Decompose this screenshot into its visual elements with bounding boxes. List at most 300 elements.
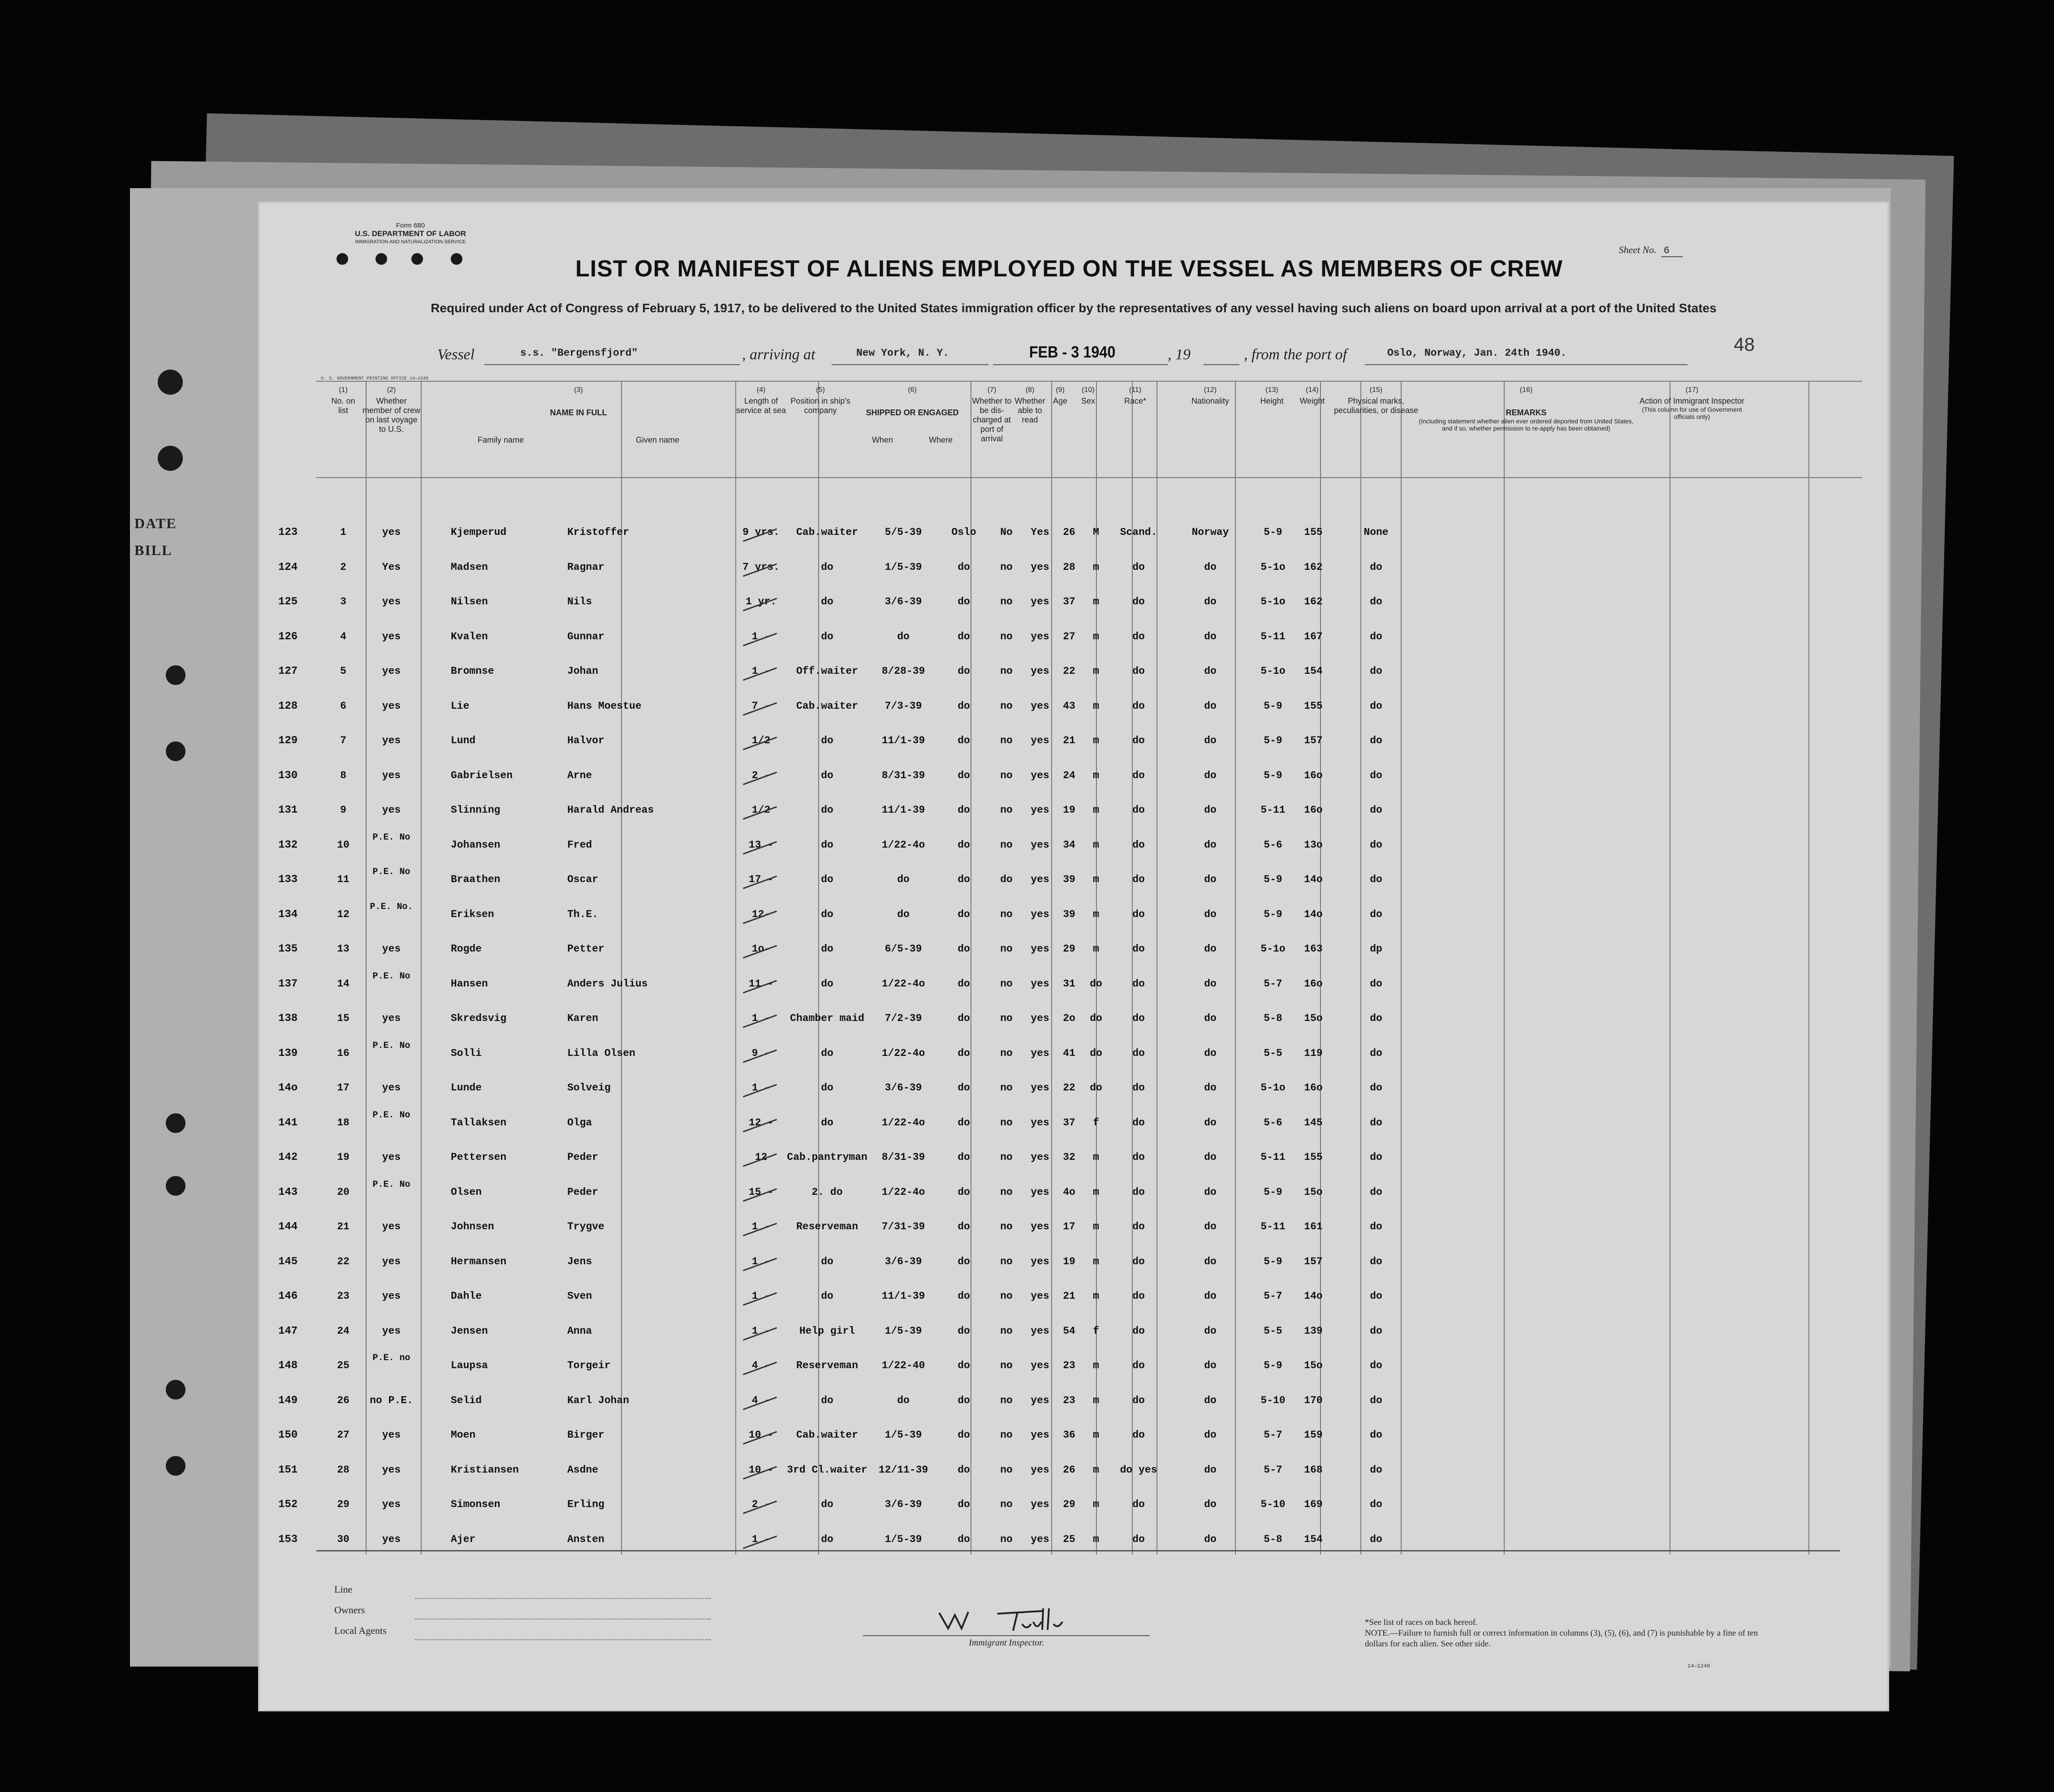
crew-manifest-table <box>278 381 1862 1649</box>
cell-race: do <box>1132 1325 1145 1337</box>
cell-where: do <box>958 874 970 885</box>
column-header <box>361 385 422 434</box>
column-number: (13) <box>1265 386 1278 394</box>
cell-position: do <box>821 596 833 607</box>
column-label: Race* <box>1124 396 1147 405</box>
column-label: Length of service at sea <box>736 396 786 415</box>
cell-family: Simonsen <box>451 1499 501 1510</box>
cell-read: yes <box>1031 1464 1049 1476</box>
cell-age: 17 <box>1063 1221 1075 1232</box>
cell-service: 4 - <box>751 1360 771 1371</box>
manifest-line-number: 125 <box>278 596 298 608</box>
cell-position: do <box>821 839 833 851</box>
cell-crew: yes <box>382 943 401 955</box>
cell-weight: 16o <box>1304 1082 1323 1094</box>
cell-position: do <box>821 1499 833 1510</box>
cell-height: 5-8 <box>1264 1533 1282 1545</box>
cell-discharged: no <box>1000 1012 1013 1024</box>
cell-weight: 15o <box>1304 1360 1323 1371</box>
cell-height: 5-11 <box>1260 630 1286 642</box>
cell-nationality: do <box>1204 735 1217 746</box>
cell-age: 23 <box>1063 1394 1075 1406</box>
fragment-date-label: DATE <box>134 515 177 531</box>
cell-when: do <box>897 1394 910 1406</box>
cell-given: Kristoffer <box>567 526 630 538</box>
column-rule <box>735 381 736 1555</box>
cell-sex: m <box>1093 908 1099 920</box>
cell-crew: P.E. No <box>372 867 410 877</box>
cell-read: yes <box>1031 561 1049 573</box>
vessel-rule <box>484 364 740 365</box>
cell-when: 1/22-40 <box>881 1360 925 1371</box>
cell-marks: do <box>1370 1499 1382 1510</box>
cell-position: do <box>821 735 833 746</box>
cell-where: do <box>958 804 970 816</box>
cell-no: 14 <box>337 978 350 990</box>
cell-given: Anna <box>567 1325 592 1337</box>
cell-family: Pettersen <box>451 1151 507 1163</box>
column-number: (2) <box>387 386 396 394</box>
cell-nationality: do <box>1204 943 1217 955</box>
cell-when: do <box>897 630 910 642</box>
cell-where: do <box>958 1533 970 1545</box>
column-header <box>1291 385 1333 406</box>
cell-age: 31 <box>1063 978 1075 990</box>
cell-height: 5-9 <box>1264 700 1282 712</box>
cell-age: 23 <box>1063 1360 1075 1371</box>
manifest-line-number: 135 <box>278 943 298 955</box>
cell-age: 34 <box>1063 839 1075 851</box>
cell-age: 21 <box>1063 1290 1075 1302</box>
binder-hole <box>166 665 186 685</box>
cell-given: Ansten <box>567 1533 604 1545</box>
column-label: Whether to be dis-charged at port of arrival <box>972 396 1012 443</box>
cell-family: Dahle <box>451 1290 482 1302</box>
cell-weight: 16o <box>1304 769 1323 781</box>
cell-age: 25 <box>1063 1533 1075 1545</box>
cell-height: 5-6 <box>1264 1116 1282 1129</box>
cell-read: yes <box>1031 1012 1049 1024</box>
manifest-line-number: 132 <box>278 839 298 851</box>
cell-height: 5-5 <box>1264 1047 1282 1059</box>
cell-sex: m <box>1093 1499 1099 1510</box>
cell-height: 5-5 <box>1264 1325 1282 1337</box>
cell-position: Reserveman <box>796 1360 859 1371</box>
cell-discharged: no <box>1000 1221 1013 1232</box>
cell-marks: do <box>1370 908 1382 920</box>
cell-where: do <box>958 1464 970 1476</box>
cell-where: do <box>958 735 970 746</box>
cell-given: Arne <box>567 769 592 781</box>
cell-service: 9 yrs. <box>742 526 780 538</box>
cell-marks: do <box>1370 874 1382 885</box>
cell-crew: yes <box>382 1429 401 1441</box>
cell-when: 6/5-39 <box>885 943 922 955</box>
cell-marks: do <box>1370 1429 1382 1441</box>
cell-when: do <box>897 874 910 885</box>
manifest-line-number: 148 <box>278 1360 298 1372</box>
cell-position: do <box>821 1116 833 1129</box>
cell-sex: m <box>1093 665 1099 677</box>
cell-given: Oscar <box>567 874 599 885</box>
cell-marks: do <box>1370 1151 1382 1163</box>
cell-when: 7/3-39 <box>885 700 922 712</box>
column-header <box>325 385 361 415</box>
cell-position: do <box>821 1290 833 1302</box>
binder-hole <box>337 253 348 265</box>
cell-crew: P.E. No <box>372 1110 410 1120</box>
manifest-line-number: 128 <box>278 700 298 712</box>
cell-read: yes <box>1031 1186 1049 1198</box>
cell-weight: 162 <box>1304 596 1323 607</box>
handwritten-signature <box>912 1604 1100 1635</box>
column-label: SHIPPED OR ENGAGED <box>866 408 959 417</box>
cell-age: 41 <box>1063 1047 1075 1059</box>
manifest-line-number: 133 <box>278 874 298 886</box>
column-label: REMARKS <box>1506 408 1547 417</box>
cell-when: 1/22-4o <box>881 1047 925 1059</box>
binder-hole <box>451 253 462 265</box>
cell-discharged: no <box>1000 908 1013 920</box>
cell-race: do <box>1132 735 1145 746</box>
cell-nationality: do <box>1204 1116 1217 1129</box>
cell-height: 5-9 <box>1264 1360 1282 1371</box>
cell-weight: 15o <box>1304 1186 1323 1198</box>
column-number: (14) <box>1306 386 1319 394</box>
cell-discharged: no <box>1000 735 1013 746</box>
cell-discharged: no <box>1000 1499 1013 1510</box>
cell-discharged: no <box>1000 1151 1013 1163</box>
column-number: (17) <box>1685 386 1699 394</box>
cell-when: 1/22-4o <box>881 839 925 851</box>
cell-height: 5-11 <box>1260 1151 1286 1163</box>
cell-when: 8/31-39 <box>881 769 925 781</box>
cell-age: 28 <box>1063 561 1075 573</box>
cell-read: yes <box>1031 1533 1049 1545</box>
cell-marks: do <box>1370 1394 1382 1406</box>
cell-where: do <box>958 943 970 955</box>
cell-discharged: no <box>1000 561 1013 573</box>
cell-race: do <box>1132 1047 1145 1059</box>
year-label: , 19 <box>1168 346 1191 363</box>
cell-no: 20 <box>337 1186 350 1198</box>
cell-read: yes <box>1031 1429 1049 1441</box>
column-header <box>735 385 787 415</box>
cell-service: 1 - <box>751 630 771 642</box>
cell-height: 5-7 <box>1264 1290 1282 1302</box>
cell-weight: 159 <box>1304 1429 1323 1441</box>
cell-read: yes <box>1031 1290 1049 1302</box>
from-port: Oslo, Norway, Jan. 24th 1940. <box>1387 347 1567 359</box>
cell-weight: 167 <box>1304 630 1323 642</box>
cell-service: 1 yr. <box>745 596 777 607</box>
cell-height: 5-1o <box>1260 561 1286 573</box>
cell-age: 2o <box>1063 1012 1075 1024</box>
column-sublabel-right: Given name <box>635 435 680 444</box>
cell-service: 17 - <box>748 874 774 885</box>
sheet-number <box>1618 244 1683 256</box>
cell-position: do <box>821 874 833 885</box>
cell-no: 4 <box>340 630 346 642</box>
cell-where: do <box>958 1290 970 1302</box>
cell-crew: yes <box>382 1151 401 1163</box>
column-header <box>1168 385 1253 406</box>
column-header <box>1103 385 1168 406</box>
cell-family: Kristiansen <box>451 1464 519 1476</box>
owners-field <box>415 1619 711 1620</box>
cell-where: do <box>958 1255 970 1267</box>
cell-service: 7 - <box>751 700 771 712</box>
cell-no: 17 <box>337 1082 350 1094</box>
cell-crew: yes <box>382 1464 401 1476</box>
cell-race: do <box>1132 1499 1145 1510</box>
cell-crew: yes <box>382 1533 401 1545</box>
cell-position: do <box>821 978 833 990</box>
column-sublabel-left: When <box>872 435 893 444</box>
binder-hole <box>158 370 183 395</box>
cell-marks: do <box>1370 561 1382 573</box>
column-header <box>1333 385 1419 415</box>
cell-when: 11/1-39 <box>881 1290 925 1302</box>
cell-weight: 154 <box>1304 665 1323 677</box>
cell-nationality: do <box>1204 1533 1217 1545</box>
cell-crew: yes <box>382 1082 401 1094</box>
cell-where: do <box>958 839 970 851</box>
cell-sex: m <box>1093 561 1099 573</box>
cell-no: 10 <box>337 839 350 851</box>
cell-nationality: do <box>1204 1151 1217 1163</box>
column-label: No. on list <box>331 396 355 415</box>
document-title: LIST OR MANIFEST OF ALIENS EMPLOYED ON THE VESSEL AS MEMBERS OF CREW <box>575 256 1563 282</box>
column-header <box>971 385 1013 444</box>
cell-discharged: no <box>1000 1186 1013 1198</box>
cell-no: 9 <box>340 804 346 816</box>
cell-when: 11/1-39 <box>881 804 925 816</box>
cell-age: 39 <box>1063 874 1075 885</box>
cell-nationality: do <box>1204 1290 1217 1302</box>
cell-age: 26 <box>1063 1464 1075 1476</box>
cell-crew: yes <box>382 1499 401 1510</box>
cell-marks: do <box>1370 1464 1382 1476</box>
cell-height: 5-7 <box>1264 1429 1282 1441</box>
column-header <box>1013 385 1047 425</box>
cell-height: 5-9 <box>1264 1186 1282 1198</box>
cell-given: Th.E. <box>567 908 599 920</box>
cell-given: Karen <box>567 1012 599 1024</box>
cell-given: Ragnar <box>567 561 604 573</box>
cell-marks: do <box>1370 1116 1382 1129</box>
cell-marks: do <box>1370 700 1382 712</box>
cell-read: yes <box>1031 1394 1049 1406</box>
cell-race: Scand. <box>1120 526 1157 538</box>
printing-office-note: U. S. GOVERNMENT PRINTING OFFICE 14—1240 <box>321 376 429 381</box>
cell-service: 15 - <box>748 1186 774 1198</box>
cell-read: yes <box>1031 630 1049 642</box>
column-label: NAME IN FULL <box>550 408 607 417</box>
cell-given: Karl Johan <box>567 1394 630 1406</box>
cell-marks: do <box>1370 1255 1382 1267</box>
cell-sex: m <box>1093 769 1099 781</box>
cell-sex: do <box>1090 978 1102 990</box>
cell-sex: m <box>1093 1221 1099 1232</box>
cell-race: do <box>1132 561 1145 573</box>
binder-hole <box>166 1113 186 1133</box>
cell-position: do <box>821 1533 833 1545</box>
cell-where: do <box>958 1012 970 1024</box>
cell-when: 1/22-4o <box>881 1116 925 1129</box>
cell-discharged: no <box>1000 1360 1013 1371</box>
cell-position: do <box>821 1394 833 1406</box>
cell-height: 5-7 <box>1264 978 1282 990</box>
cell-given: Erling <box>567 1499 604 1510</box>
manifest-sheet <box>258 202 1889 1711</box>
column-number: (1) <box>339 386 348 394</box>
line-label: Line <box>334 1584 353 1595</box>
binder-hole <box>166 741 186 761</box>
cell-height: 5-9 <box>1264 526 1282 538</box>
cell-weight: 14o <box>1304 1290 1323 1302</box>
cell-discharged: no <box>1000 1290 1013 1302</box>
cell-family: Jensen <box>451 1325 488 1337</box>
cell-family: Hansen <box>451 978 488 990</box>
cell-age: 43 <box>1063 700 1075 712</box>
cell-discharged: no <box>1000 839 1013 851</box>
from-port-rule <box>1365 364 1687 365</box>
cell-read: yes <box>1031 1255 1049 1267</box>
cell-no: 8 <box>340 769 346 781</box>
cell-race: do <box>1132 1360 1145 1371</box>
cell-where: do <box>958 700 970 712</box>
cell-service: 2 - <box>751 769 771 781</box>
cell-age: 21 <box>1063 735 1075 746</box>
column-rule <box>1401 381 1402 1555</box>
manifest-line-number: 127 <box>278 665 298 677</box>
cell-race: do <box>1132 1116 1145 1129</box>
manifest-line-number: 144 <box>278 1221 298 1233</box>
column-header <box>1253 385 1291 406</box>
cell-no: 13 <box>337 943 350 955</box>
cell-read: yes <box>1031 1047 1049 1059</box>
cell-where: do <box>958 561 970 573</box>
cell-nationality: do <box>1204 1429 1217 1441</box>
cell-crew: yes <box>382 526 401 538</box>
cell-marks: do <box>1370 1012 1382 1024</box>
cell-weight: 154 <box>1304 1533 1323 1545</box>
cell-race: do <box>1132 1221 1145 1232</box>
cell-nationality: Norway <box>1191 526 1229 538</box>
cell-service: 1/2 <box>751 735 771 746</box>
cell-crew: yes <box>382 1221 401 1232</box>
fragment-bill-label: BILL <box>134 542 173 558</box>
column-number: (7) <box>987 386 997 394</box>
cell-marks: do <box>1370 1047 1382 1059</box>
cell-given: Anders Julius <box>567 978 648 990</box>
cell-no: 18 <box>337 1116 350 1129</box>
cell-weight: 15o <box>1304 1012 1323 1024</box>
cell-race: do <box>1132 874 1145 885</box>
cell-weight: 157 <box>1304 1255 1323 1267</box>
column-number: (16) <box>1519 386 1533 394</box>
column-sublabel: (This column for use of Government officials only) <box>1642 406 1742 420</box>
column-number: (6) <box>908 386 917 394</box>
column-label: Position in ship's company <box>790 396 850 415</box>
cell-age: 19 <box>1063 1255 1075 1267</box>
cell-crew: yes <box>382 700 401 712</box>
cell-given: Lilla Olsen <box>567 1047 635 1059</box>
binder-hole <box>158 446 183 471</box>
cell-service: 1 - <box>751 1290 771 1302</box>
cell-nationality: do <box>1204 1360 1217 1371</box>
cell-sex: do <box>1090 1082 1102 1094</box>
cell-discharged: no <box>1000 1464 1013 1476</box>
cell-position: do <box>821 630 833 642</box>
cell-when: 3/6-39 <box>885 1499 922 1510</box>
cell-when: 3/6-39 <box>885 1255 922 1267</box>
cell-crew: P.E. No <box>372 832 410 843</box>
cell-marks: dp <box>1370 943 1382 955</box>
cell-marks: do <box>1370 839 1382 851</box>
column-sublabel-left: Family name <box>477 435 524 444</box>
cell-family: Eriksen <box>451 908 494 920</box>
cell-marks: do <box>1370 596 1382 607</box>
cell-marks: do <box>1370 804 1382 816</box>
cell-when: 1/22-4o <box>881 1186 925 1198</box>
column-header <box>1074 385 1103 406</box>
column-rule <box>818 381 819 1555</box>
cell-given: Petter <box>567 943 604 955</box>
cell-no: 27 <box>337 1429 350 1441</box>
cell-sex: m <box>1093 943 1099 955</box>
cell-height: 5-1o <box>1260 1082 1286 1094</box>
cell-weight: 157 <box>1304 735 1323 746</box>
cell-weight: 16o <box>1304 804 1323 816</box>
cell-weight: 139 <box>1304 1325 1323 1337</box>
cell-nationality: do <box>1204 1499 1217 1510</box>
column-number: (3) <box>574 386 583 394</box>
arriving-port: New York, N. Y. <box>856 347 949 359</box>
cell-where: do <box>958 1394 970 1406</box>
cell-position: do <box>821 1255 833 1267</box>
cell-race: do <box>1132 700 1145 712</box>
cell-family: Laupsa <box>451 1360 488 1371</box>
line-field <box>415 1598 711 1599</box>
column-rule <box>1504 381 1505 1555</box>
cell-where: do <box>958 1116 970 1129</box>
cell-sex: m <box>1093 596 1099 607</box>
manifest-line-number: 129 <box>278 735 298 747</box>
cell-weight: 155 <box>1304 526 1323 538</box>
cell-family: Lund <box>451 735 476 746</box>
cell-nationality: do <box>1204 596 1217 607</box>
cell-age: 37 <box>1063 596 1075 607</box>
cell-sex: do <box>1090 1012 1102 1024</box>
column-label: Weight <box>1299 396 1325 405</box>
cell-height: 5-9 <box>1264 769 1282 781</box>
cell-read: yes <box>1031 700 1049 712</box>
cell-nationality: do <box>1204 1394 1217 1406</box>
cell-when: 5/5-39 <box>885 526 922 538</box>
cell-no: 28 <box>337 1464 350 1476</box>
cell-nationality: do <box>1204 908 1217 920</box>
cell-race: do yes <box>1120 1464 1157 1476</box>
cell-discharged: no <box>1000 1533 1013 1545</box>
cell-when: 1/22-4o <box>881 978 925 990</box>
cell-height: 5-9 <box>1264 1255 1282 1267</box>
cell-marks: do <box>1370 978 1382 990</box>
cell-where: do <box>958 1429 970 1441</box>
cell-age: 39 <box>1063 908 1075 920</box>
cell-when: 1/5-39 <box>885 561 922 573</box>
